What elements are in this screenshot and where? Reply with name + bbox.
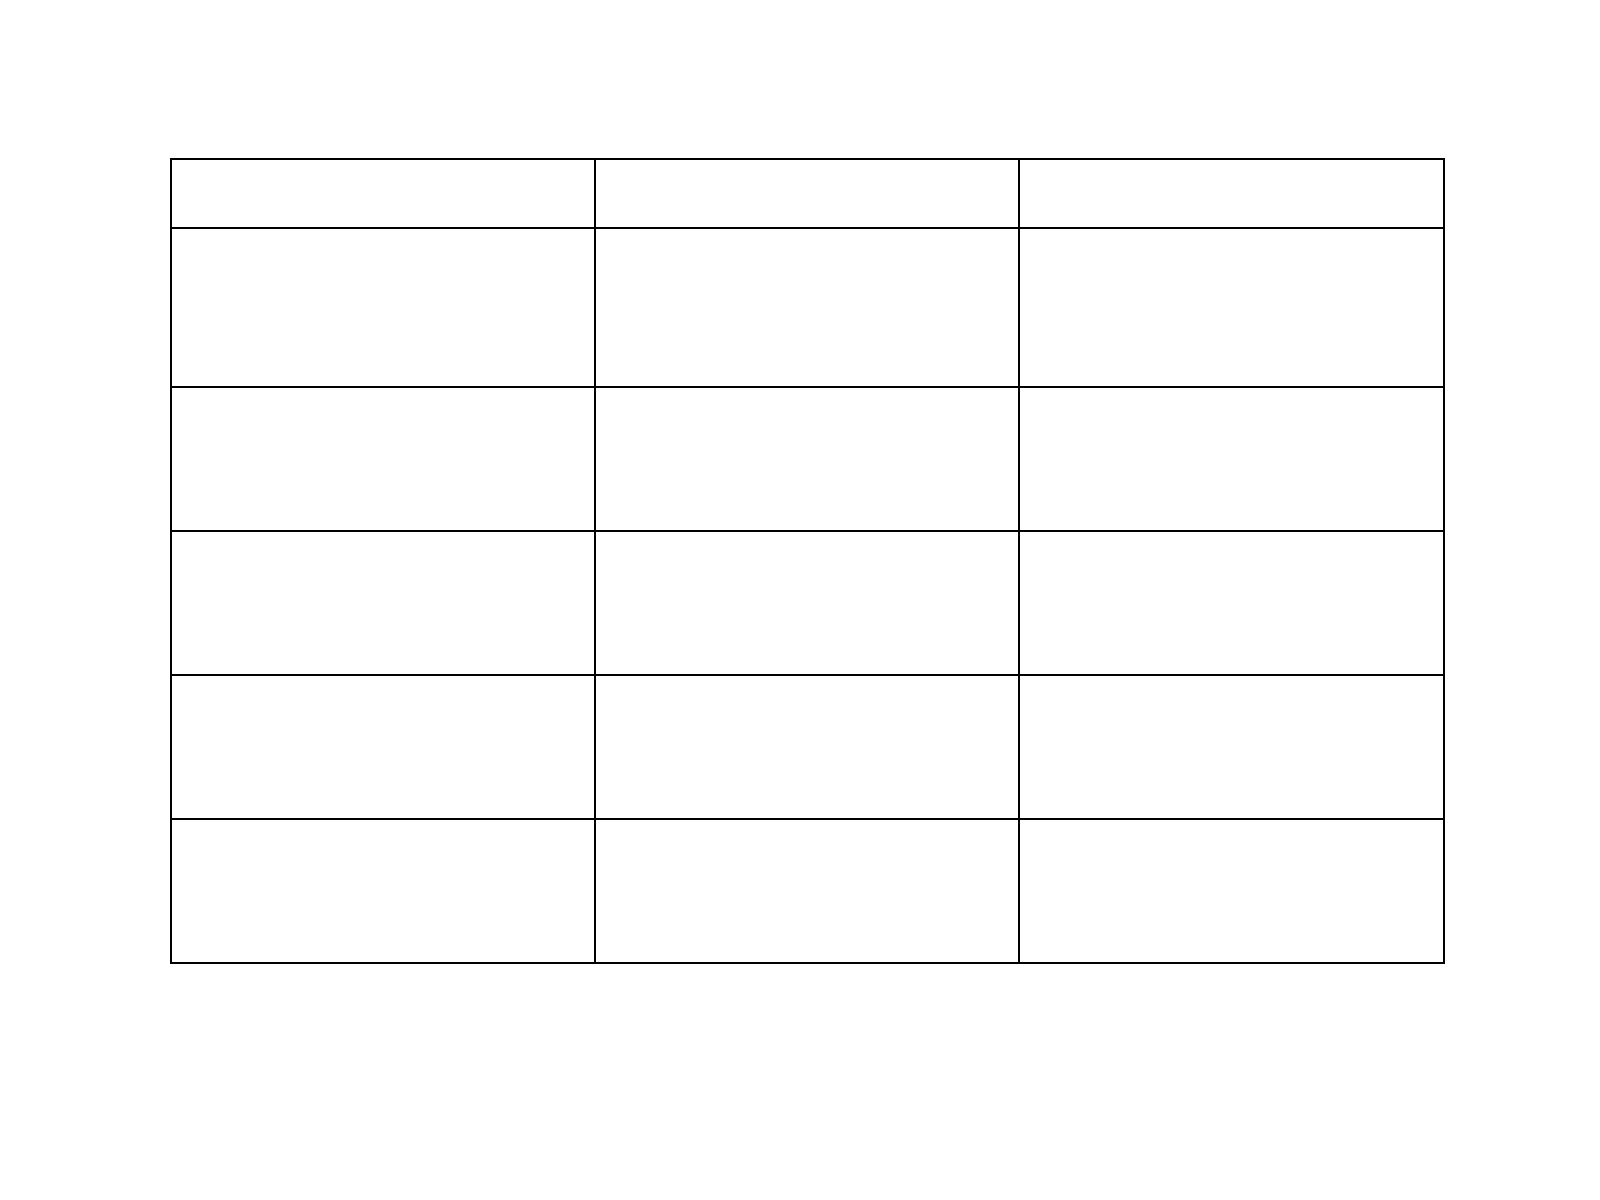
table-row: [171, 819, 1444, 963]
side-accent-bar: [1576, 0, 1600, 1200]
header-bfm-types: [595, 159, 1019, 228]
table-header-row: [171, 159, 1444, 228]
header-food-waste: [171, 159, 595, 228]
cell-bfm-types: [595, 675, 1019, 819]
side-accent-bar-black: [1576, 240, 1600, 1200]
cell-food-waste: [171, 228, 595, 387]
cell-bfm-types: [595, 819, 1019, 963]
table-row: [171, 531, 1444, 675]
cell-bfm-types: [595, 387, 1019, 531]
header-application-area: [1019, 159, 1444, 228]
cell-application-area: [1019, 387, 1444, 531]
table-row: [171, 675, 1444, 819]
cell-application-area: [1019, 819, 1444, 963]
cell-application-area: [1019, 675, 1444, 819]
cell-bfm-types: [595, 531, 1019, 675]
table-row: [171, 387, 1444, 531]
cell-food-waste: [171, 819, 595, 963]
cell-application-area: [1019, 228, 1444, 387]
cell-food-waste: [171, 531, 595, 675]
waste-bfm-table: [170, 158, 1445, 964]
side-accent-bar-red: [1576, 0, 1600, 240]
table-row: [171, 228, 1444, 387]
cell-food-waste: [171, 387, 595, 531]
cell-application-area: [1019, 531, 1444, 675]
cell-food-waste: [171, 675, 595, 819]
cell-bfm-types: [595, 228, 1019, 387]
